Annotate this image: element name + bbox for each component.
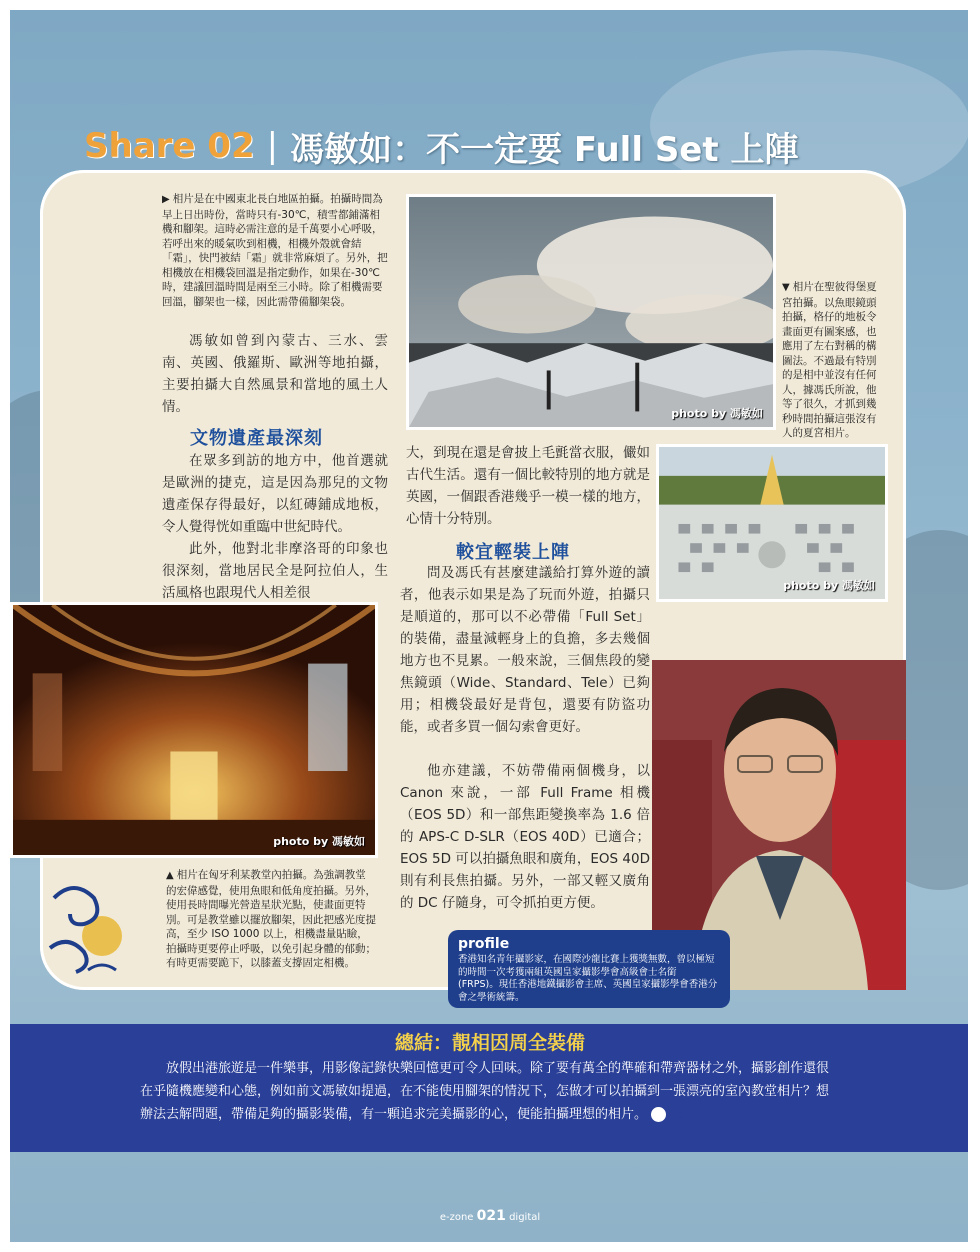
paragraph: 在眾多到訪的地方中，他首選就是歐洲的捷克，這是因為那兒的文物遺產保存得最好，以紅磚鋪成地板，令人覺得恍如重臨中世紀時代。 xyxy=(162,453,388,535)
caption-cathedral: ▲ 相片在匈牙利某教堂內拍攝。為強調教堂的宏偉感覺，使用魚眼和低角度拍攝。另外，使用長時間曝光營造星狀光點，使畫面更特別。可是教堂雖以擺放腳架，因此把感光度提高，至少 ISO 1000 以上，相機盡量貼瞼，拍攝時更要停止呼吸，以免引起身體的郁動；有時更需要跪下，以膝蓋支撐固定相機。 xyxy=(166,869,376,969)
swirl-ornament-icon xyxy=(44,878,126,988)
photo-cathedral xyxy=(10,602,378,858)
end-mark-icon: e xyxy=(651,1107,666,1122)
caption-arrow-icon: ▶ xyxy=(162,194,170,205)
profile-title: profile xyxy=(458,936,510,952)
page-number: 021 xyxy=(476,1208,506,1224)
paragraph: 問及馮氏有甚麼建議給打算外遊的讀者，他表示如果是為了玩而外遊，拍攝只是順道的，那可以不必帶備「Full Set」的裝備，盡量減輕身上的負擔，多去幾個地方也不見累。一般來說，三個焦段的變焦鏡頭（Wide、Standard、Tele）已夠用；相機袋最好是背包，還要有防盜功能，或者多買一個勾索會更好。 xyxy=(400,565,650,735)
photo-credit: photo by 馮敏如 xyxy=(671,407,763,420)
summary-section xyxy=(10,1024,968,1152)
footer-suffix: digital xyxy=(509,1212,541,1223)
paragraph: 他亦建議，不妨帶備兩個機身，以 Canon 來說，一部 Full Frame 相機（EOS 5D）和一部焦距變換率為 1.6 倍的 APS-C D-SLR（EOS 40D）已適合；EOS 5D 可以拍攝魚眼和廣角，EOS 40D 則有利長焦拍攝。另外，一部又輕又廣角的 DC 仔隨身，可令抓拍更方便。 xyxy=(400,763,650,911)
photo-credit: photo by 馮敏如 xyxy=(783,579,875,592)
headline-separator: | xyxy=(266,126,279,166)
caption-summer-palace: ▼ 相片在聖彼得堡夏宮拍攝。以魚眼鏡頭拍攝，格仔的地板令畫面更有圖案感，也應用了左右對稱的構圖法。不過最有特別的是相中並沒有任何人，據馮氏所說，他等了很久，才抓到幾秒時間拍攝這張沒有人的夏宮相片。 xyxy=(782,281,877,439)
footer-prefix: e-zone xyxy=(439,1212,474,1223)
caption-changbai: ▶ 相片是在中國東北長白地區拍攝。拍攝時間為早上日出時份，當時只有-30℃，積雪都鋪滿相機和腳架。這時必需注意的是千萬要小心呼吸，若呼出來的暖氣吹到相機，相機外殼就會結「霜」，快門被結「霜」就非常麻煩了。另外，把相機放在相機袋回溫是指定動作，如果在-30℃時，建議回溫時間是兩至三小時。除了相機需要回溫，腳架也一樣，因此需帶備腳架袋。 xyxy=(162,193,388,308)
photo-cathedral-image xyxy=(13,605,375,855)
page-headline xyxy=(84,122,944,170)
summary-text: 放假出港旅遊是一件樂事，用影像記錄快樂回憶更可令人回味。除了要有萬全的準確和帶齊器材之外，攝影創作還很在乎隨機應變和心態，例如前文馮敏如提過，在不能使用腳架的情況下，怎做才可以拍攝到一張漂亮的室內教堂相片？想辦法去解問題，帶備足夠的攝影裝備，有一顆追求完美攝影的心，便能拍攝理想的相片。 e xyxy=(140,1061,830,1122)
page-footer xyxy=(0,1208,980,1224)
photo-changbai-village xyxy=(406,194,776,430)
page-title: 馮敏如：不一定要 Full Set 上陣 xyxy=(290,129,799,170)
caption-arrow-icon: ▼ xyxy=(782,282,790,293)
summary-title: 總結：靚相因周全裝備 xyxy=(394,1032,585,1054)
share-label: Share 02 xyxy=(84,126,255,166)
photo-summer-palace xyxy=(656,444,888,602)
paragraph: 此外，他對北非摩洛哥的印象也很深刻，當地居民全是阿拉伯人，生活風格也跟現代人相差很 xyxy=(162,541,388,601)
profile-box xyxy=(448,930,730,1008)
subhead-light-travel: 較宜輕裝上陣 xyxy=(456,542,570,563)
paragraph: 馮敏如曾到內蒙古、三水、雲南、英國、俄羅斯、歐洲等地拍攝，主要拍攝大自然風景和當地的風土人情。 xyxy=(162,333,388,415)
paragraph: 大，到現在還是會披上毛氈當衣服，儼如古代生活。還有一個比較特別的地方就是英國，一個跟香港幾乎一模一樣的地方，心情十分特別。 xyxy=(406,445,650,527)
subhead-heritage: 文物遺產最深刻 xyxy=(190,428,323,449)
profile-text: 香港知名青年攝影家，在國際沙龍比賽上獲獎無數，曾以極短的時間一次考獲兩組英國皇家攝影學會高級會士名銜 (FRPS)。現任香港地鐵攝影會主席、英國皇家攝影學會香港分會之學術統籌。 xyxy=(458,954,718,1003)
photo-changbai-image xyxy=(409,197,773,427)
caption-arrow-icon: ▲ xyxy=(166,870,174,881)
photo-credit: photo by 馮敏如 xyxy=(273,835,365,848)
